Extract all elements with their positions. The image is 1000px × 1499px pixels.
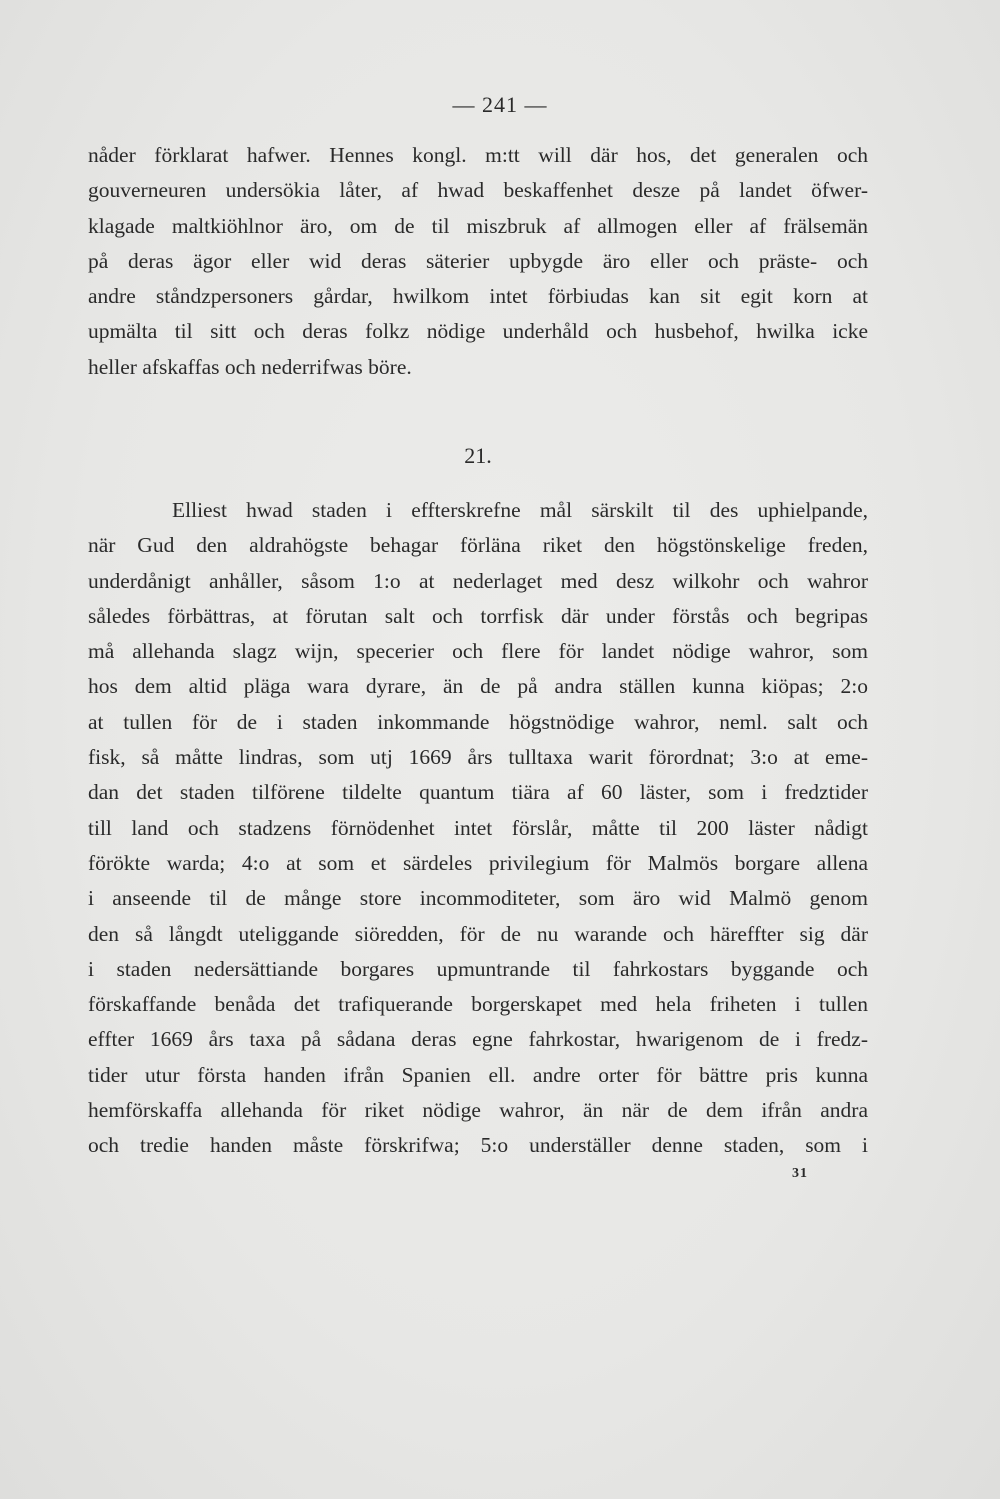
text-line: när Gud den aldrahögste behagar förläna riket den högstönskelige freden,: [88, 533, 868, 558]
text-line: förökte warda; 4:o at som et särdeles privilegium för Malmös borgare allena: [88, 850, 868, 875]
paragraph-1: [88, 138, 868, 385]
text-line: underdånigt anhåller, såsom 1:o at nederlaget med desz wilkohr och wahror: [88, 568, 868, 593]
text-line: hos dem altid pläga wara dyrare, än de på andra ställen kunna kiöpas; 2:o: [88, 674, 868, 699]
text-line: den så långdt uteliggande siöredden, för de nu warande och häreffter sig där: [88, 921, 868, 946]
page-number: — 241 —: [452, 92, 548, 117]
text-line: gouverneuren undersökia låter, af hwad beskaffenhet desze på landet öfwer-: [88, 178, 868, 203]
text-line: således förbättras, at förutan salt och torrfisk där under förstås och begripas: [88, 603, 868, 628]
text-line: på deras ägor eller wid deras säterier upbygde äro eller och präste- och: [88, 248, 868, 273]
text-line: i anseende til de månge store incommoditeter, som äro wid Malmö genom: [88, 886, 868, 911]
text-line: klagade maltkiöhlnor äro, om de til miszbruk af allmogen eller af frälsemän: [88, 213, 868, 238]
paragraph-2: [88, 493, 868, 1164]
text-line: andre ståndzpersoners gårdar, hwilkom intet förbiudas kan sit egit korn at: [88, 284, 868, 309]
text-line: och tredie handen måste förskrifwa; 5:o underställer denne staden, som i: [88, 1133, 868, 1158]
text-line: effter 1669 års taxa på sådana deras egne fahrkostar, hwarigenom de i fredz-: [88, 1027, 868, 1052]
text-line: Elliest hwad staden i effterskrefne mål särskilt til des uphielpande,: [172, 498, 868, 522]
text-line: förskaffande benåda det trafiquerande borgerskapet med hela friheten i tullen: [88, 992, 868, 1017]
text-line: till land och stadzens förnödenhet intet förslår, måtte til 200 läster nådigt: [88, 815, 868, 840]
text-line: i staden nedersättiande borgares upmuntrande til fahrkostars byggande och: [88, 956, 868, 981]
text-line: nåder förklarat hafwer. Hennes kongl. m:tt will där hos, det generalen och: [88, 143, 868, 167]
text-line: hemförskaffa allehanda för riket nödige wahror, än när de dem ifrån andra: [88, 1098, 868, 1123]
section-number: 21.: [464, 443, 492, 468]
text-line: tider utur första handen ifrån Spanien ell. andre orter för bättre pris kunna: [88, 1062, 868, 1087]
signature-mark: 31: [792, 1166, 808, 1181]
text-line: heller afskaffas och nederrifwas böre.: [88, 354, 412, 379]
text-line: må allehanda slagz wijn, specerier och flere för landet nödige wahror, som: [88, 639, 868, 664]
text-line: fisk, så måtte lindras, som utj 1669 års tulltaxa warit förordnat; 3:o at eme-: [88, 745, 868, 770]
text-line: dan det staden tilförene tildelte quantum tiära af 60 läster, som i fredztider: [88, 780, 868, 805]
text-line: upmälta til sitt och deras folkz nödige underhåld och husbehof, hwilka icke: [88, 319, 868, 344]
text-line: at tullen för de i staden inkommande högstnödige wahror, neml. salt och: [88, 709, 868, 734]
